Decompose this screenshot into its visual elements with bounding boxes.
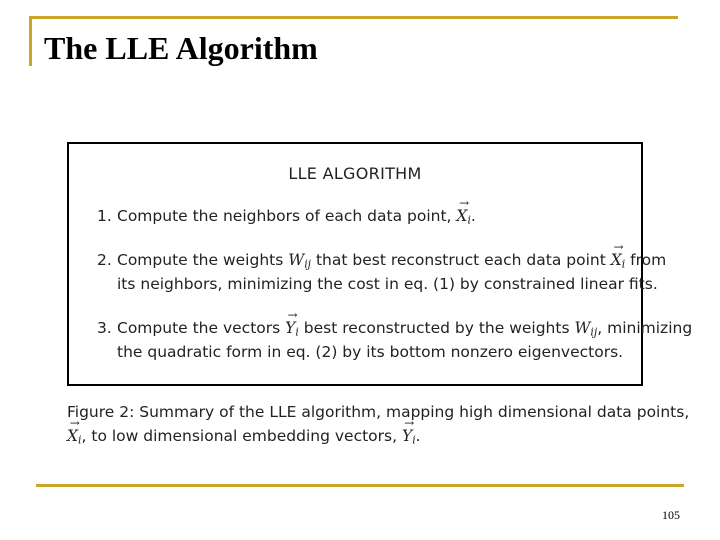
algorithm-step-3 xyxy=(97,316,693,364)
step-text: Compute the neighbors of each data point, xyxy=(117,207,452,225)
step-text: from xyxy=(630,251,667,269)
step-text-end: . xyxy=(470,207,476,225)
vector-x-symbol: → $X_i$ xyxy=(67,424,82,448)
title-accent-line-top xyxy=(29,16,678,19)
algorithm-step-1 xyxy=(97,204,631,228)
algorithm-heading: LLE ALGORITHM xyxy=(288,164,422,183)
page-number: 105 xyxy=(662,508,680,522)
figure-caption xyxy=(67,400,690,448)
caption-line-1: Figure 2: Summary of the LLE algorithm, mapping high dimensional data points, xyxy=(67,403,690,421)
vector-x-symbol: → $X_i$ xyxy=(611,248,626,272)
caption-line-2: → $X_i$, to low dimensional embedding vectors, → $Y_i$. xyxy=(67,424,667,448)
algorithm-step-2 xyxy=(97,248,667,296)
step-text: , minimizing xyxy=(597,319,693,337)
step-number: 1. xyxy=(97,207,112,225)
step-text-line-2: the quadratic form in eq. (2) by its bottom nonzero eigenvectors. xyxy=(117,343,624,361)
weight-w-symbol: $W_{ij}$ xyxy=(288,251,312,271)
vector-y-symbol: → $Y_i$ xyxy=(285,316,299,340)
step-text: Compute the vectors xyxy=(117,319,281,337)
vector-x-symbol: → $X_i$ xyxy=(456,204,471,228)
step-text: Compute the weights xyxy=(117,251,284,269)
step-number: 3. xyxy=(97,319,112,337)
step-text-line-2: its neighbors, minimizing the cost in eq. (1) by constrained linear fits. xyxy=(117,275,658,293)
slide-title: The LLE Algorithm xyxy=(44,30,318,66)
title-accent-line-left xyxy=(29,16,32,66)
footer-accent-line xyxy=(36,484,684,487)
step-number: 2. xyxy=(97,251,112,269)
algorithm-box xyxy=(67,142,693,386)
vector-y-symbol: → $Y_i$ xyxy=(402,424,416,448)
weight-w-symbol: $W_{ij}$ xyxy=(574,319,598,339)
step-text: best reconstructed by the weights xyxy=(303,319,570,337)
step-text: that best reconstruct each data point xyxy=(315,251,606,269)
